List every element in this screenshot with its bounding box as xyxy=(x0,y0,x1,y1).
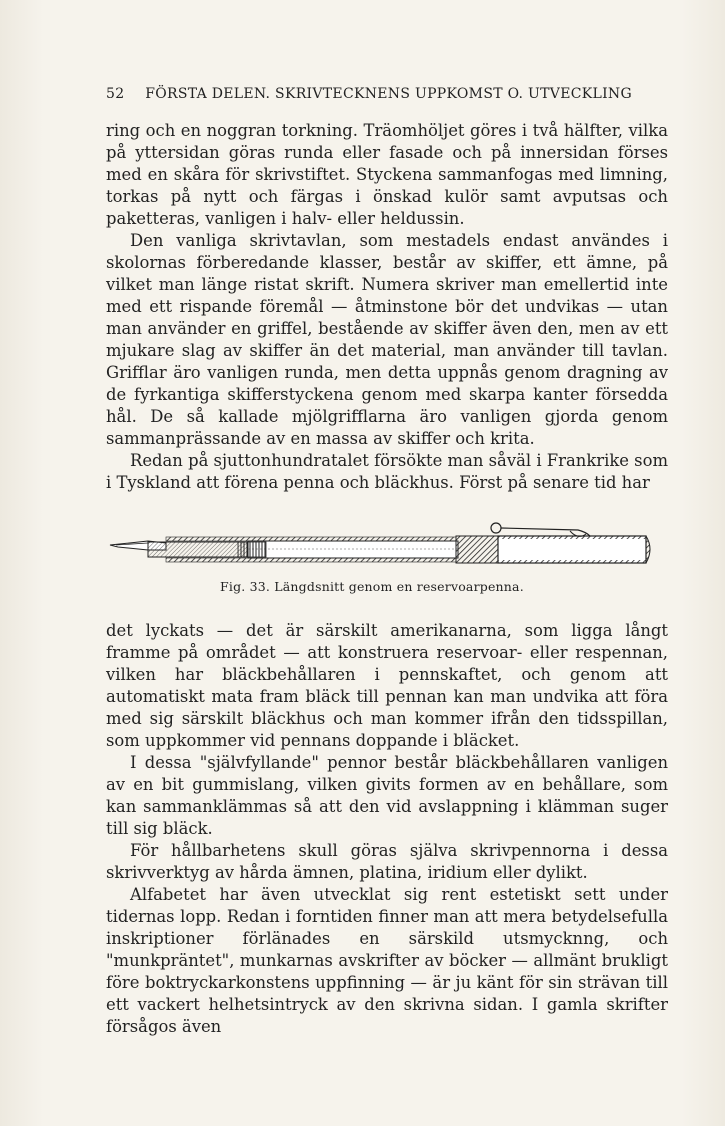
paragraph: det lyckats — det är särskilt amerikanarna, som ligga långt framme på området — att konstruera reservoar- eller respennan, vilken har bläckbehållaren i pennskaftet, och genom att automatiskt mata fram bläck till pennan kan man undvika att föra med sig särskilt bläckhus och man kommer ifrån den tidsspillan, som uppkommer vid pennans doppande i bläcket. xyxy=(106,621,668,750)
running-title: FÖRSTA DELEN. SKRIVTECKNENS UPPKOMST O. UTVECKLING xyxy=(145,86,632,102)
text-block-bottom xyxy=(106,620,668,1038)
text-block-top xyxy=(106,120,668,494)
paragraph: Redan på sjuttonhundratalet försökte man såväl i Frankrike som i Tyskland att förena penna och bläckhus. Först på senare tid har xyxy=(106,451,668,492)
fountain-pen-illustration xyxy=(108,520,658,578)
paragraph: I dessa "självfyllande" pennor består bläckbehållaren vanligen av en bit gummislang, vilken givits formen av en behållare, som kan sammanklämmas så att den vid avslappning i klämman suger till sig bläck. xyxy=(106,753,668,838)
paragraph: Den vanliga skrivtavlan, som mestadels endast användes i skolornas förberedande klasser, består av skiffer, ett ämne, på vilket man länge ristat skrift. Numera skriver man emellertid inte med ett rispande föremål — åtminstone bör det undvikas — utan man använder en griffel, bestående av skiffer även den, men av ett mjukare slag av skiffer än det material, man använder till tavlan. Grifflar äro vanligen runda, men detta uppnås genom dragning av de fyrkantiga skifferstyckena genom med skarpa kanter försedda hål. De så kallade mjölgrifflarna äro vanligen gjorda genom sammanprässande av en massa av skiffer och krita. xyxy=(106,231,668,448)
running-header xyxy=(106,86,666,102)
figure-caption: Fig. 33. Längdsnitt genom en reservoarpenna. xyxy=(220,579,524,594)
paragraph: Alfabetet har även utvecklat sig rent estetiskt sett under tidernas lopp. Redan i forntiden finner man att mera betydelsefulla inskriptioner förlänades en särskild utsmycknng, och "munkpräntet", munkarnas avskrifter av böcker — allmänt brukligt före boktryckarkonstens uppfinning — är ju känt för sin strävan till ett vackert helhetsintryck av den skrivna sidan. I gamla skrifter försågos även xyxy=(106,885,668,1036)
paragraph: ring och en noggran torkning. Träomhöljet göres i två hälfter, vilka på yttersidan göras runda eller fasade och på innersidan förses med en skåra för skrivstiftet. Styckena sammanfogas med limning, torkas på nytt och färgas i önskad kulör samt avputsas och paketteras, vanligen i halv- eller heldussin. xyxy=(106,121,668,228)
page-number: 52 xyxy=(106,86,125,102)
paragraph: För hållbarhetens skull göras själva skrivpennorna i dessa skrivverktyg av hårda ämnen, platina, iridium eller dylikt. xyxy=(106,841,668,882)
